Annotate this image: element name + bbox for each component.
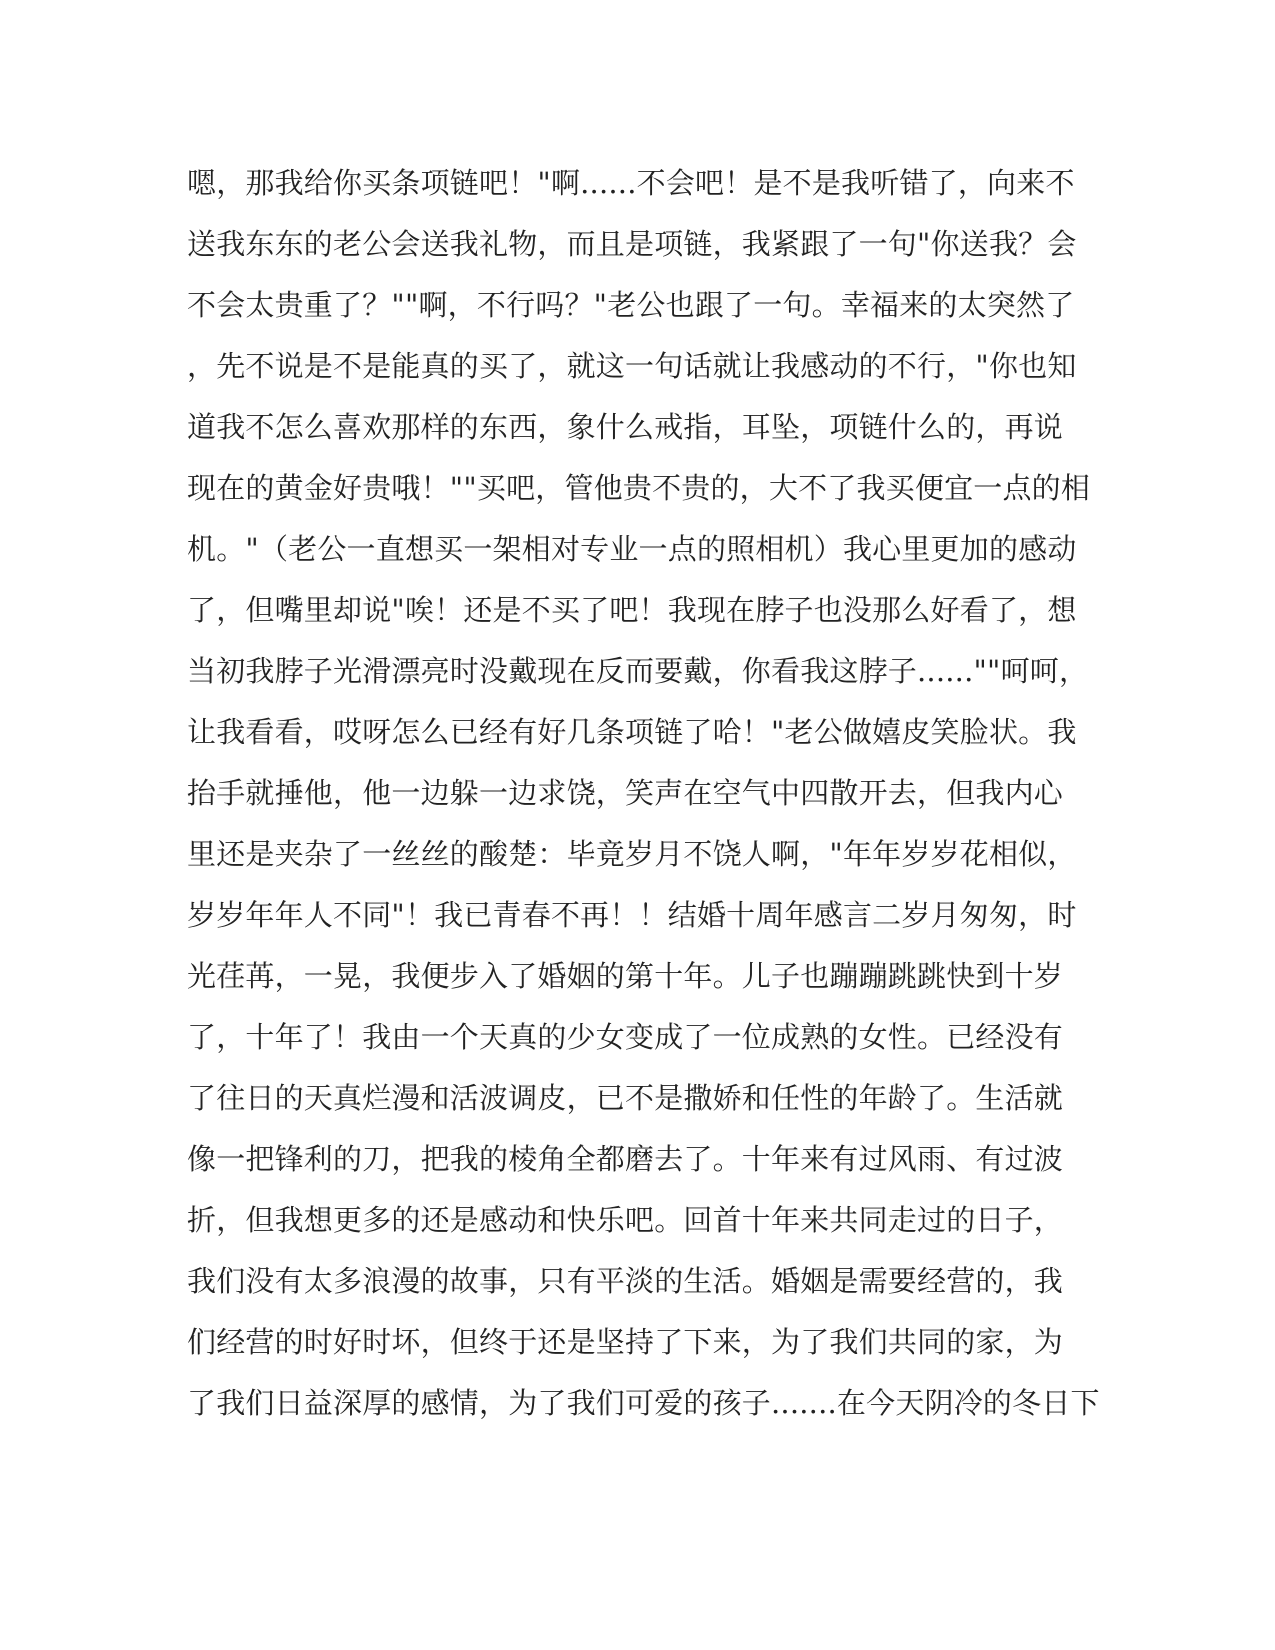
- text-line: 折，但我想更多的还是感动和快乐吧。回首十年来共同走过的日子，: [187, 1203, 1064, 1237]
- text-line: 了往日的天真烂漫和活波调皮，已不是撒娇和任性的年龄了。生活就: [187, 1081, 1064, 1115]
- text-line: 了，十年了！我由一个天真的少女变成了一位成熟的女性。已经没有: [187, 1020, 1064, 1054]
- text-line: 了，但嘴里却说"唉！还是不买了吧！我现在脖子也没那么好看了，想: [187, 593, 1077, 627]
- text-line: 光荏苒，一晃，我便步入了婚姻的第十年。儿子也蹦蹦跳跳快到十岁: [187, 959, 1064, 993]
- text-line: 里还是夹杂了一丝丝的酸楚：毕竟岁月不饶人啊，"年年岁岁花相似，: [187, 837, 1077, 871]
- text-line: 嗯，那我给你买条项链吧！"啊......不会吧！是不是我听错了，向来不: [187, 166, 1075, 200]
- text-line: 我们没有太多浪漫的故事，只有平淡的生活。婚姻是需要经营的，我: [187, 1264, 1064, 1298]
- text-line: 了我们日益深厚的感情，为了我们可爱的孩子.......在今天阴冷的冬日下: [187, 1386, 1100, 1420]
- text-line: 们经营的时好时坏，但终于还是坚持了下来，为了我们共同的家，为: [187, 1325, 1064, 1359]
- text-line: 送我东东的老公会送我礼物，而且是项链，我紧跟了一句"你送我？会: [187, 227, 1077, 261]
- text-line: ，先不说是不是能真的买了，就这一句话就让我感动的不行，"你也知: [187, 349, 1077, 383]
- text-line: 让我看看，哎呀怎么已经有好几条项链了哈！"老公做嬉皮笑脸状。我: [187, 715, 1077, 749]
- text-line: 抬手就捶他，他一边躲一边求饶，笑声在空气中四散开去，但我内心: [187, 776, 1064, 810]
- text-line: 不会太贵重了？""啊，不行吗？"老公也跟了一句。幸福来的太突然了: [187, 288, 1075, 322]
- text-line: 现在的黄金好贵哦！""买吧，管他贵不贵的，大不了我买便宜一点的相: [187, 471, 1091, 505]
- text-line: 当初我脖子光滑漂亮时没戴现在反而要戴，你看我这脖子......""呵呵，: [187, 654, 1089, 688]
- text-line: 机。"（老公一直想买一架相对专业一点的照相机）我心里更加的感动: [187, 532, 1077, 566]
- text-line: 像一把锋利的刀，把我的棱角全都磨去了。十年来有过风雨、有过波: [187, 1142, 1064, 1176]
- body-text: [187, 163, 1100, 1444]
- text-line: 岁岁年年人不同"！我已青春不再！！结婚十周年感言二岁月匆匆，时: [187, 898, 1077, 932]
- text-line: 道我不怎么喜欢那样的东西，象什么戒指，耳坠，项链什么的，再说: [187, 410, 1064, 444]
